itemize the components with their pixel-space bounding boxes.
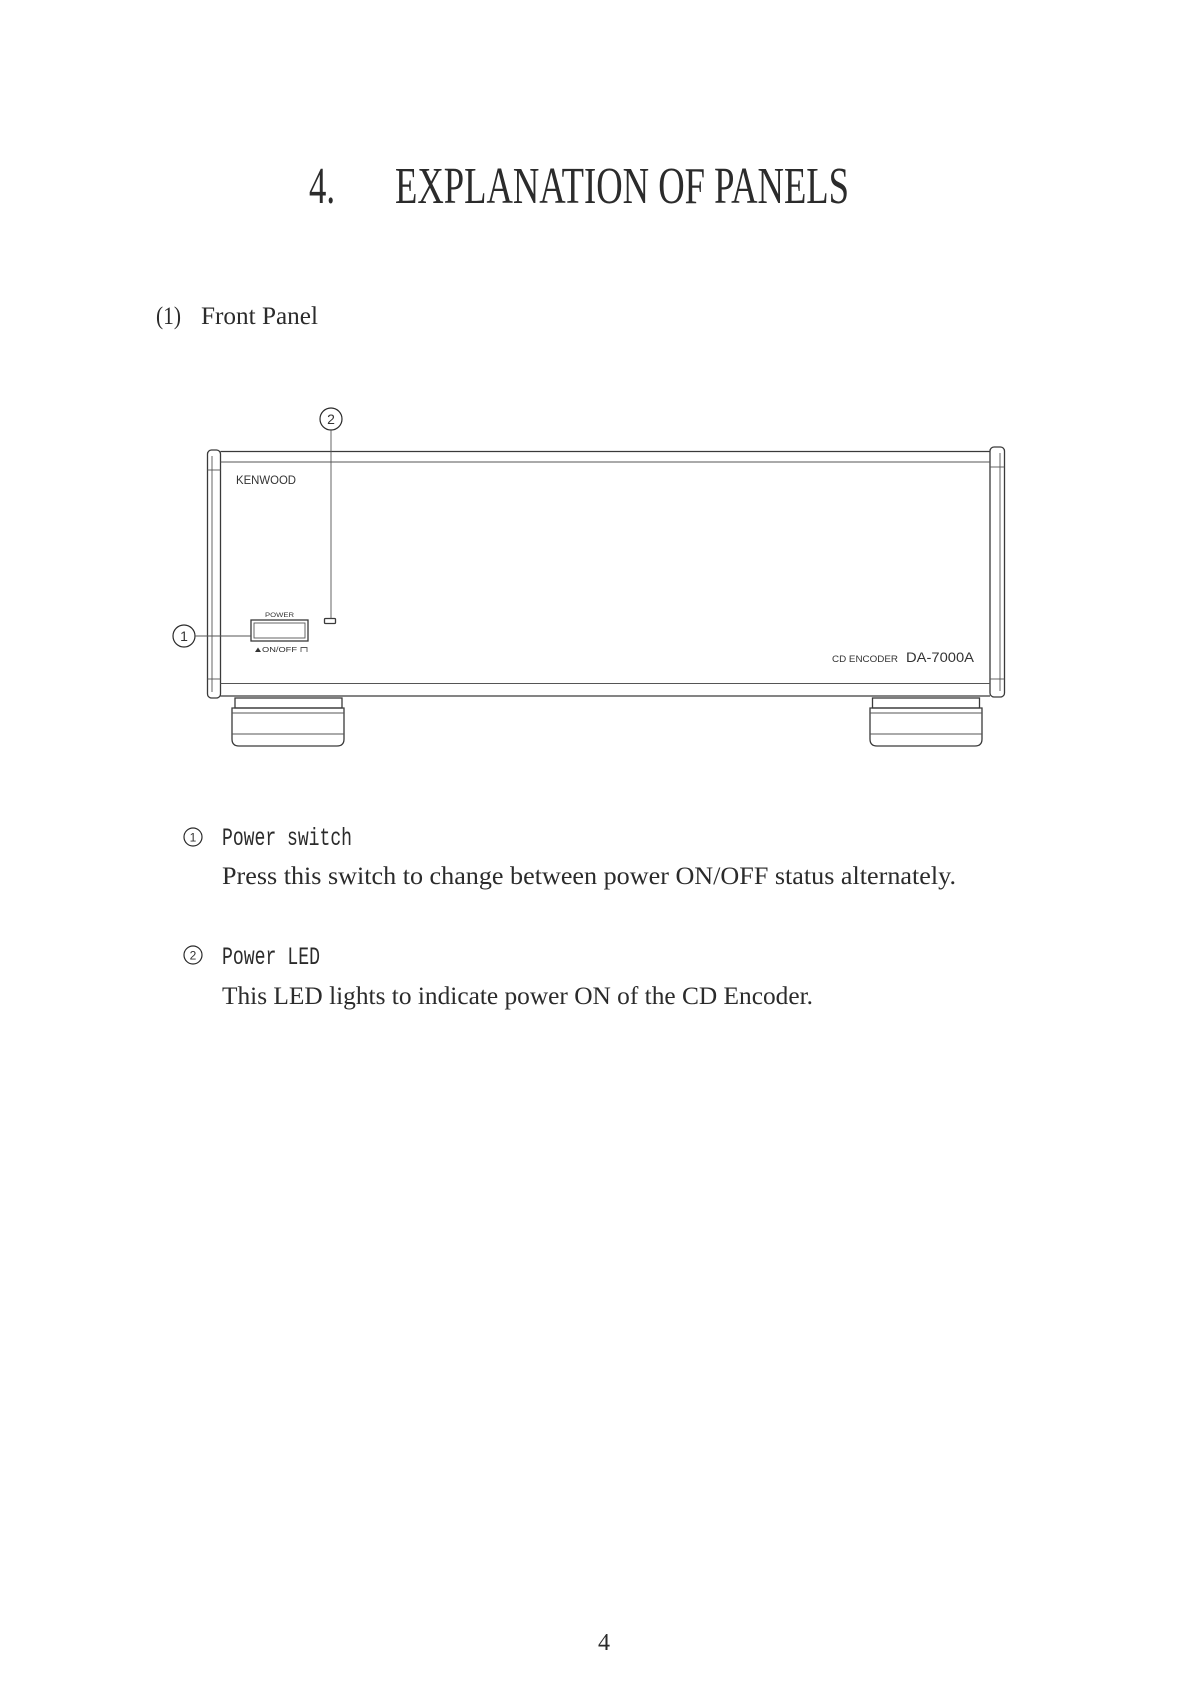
- subsection-title: Front Panel: [201, 303, 319, 330]
- model-number: DA-7000A: [906, 650, 974, 665]
- callout-1-number: 1: [180, 628, 188, 644]
- item-2-title: Power LED: [222, 943, 320, 972]
- item-1-description: Press this switch to change between power ON/OFF status alternately.: [222, 863, 956, 890]
- brand-logo: KENWOOD: [236, 473, 297, 487]
- switch-label: ON/OFF: [262, 647, 297, 654]
- section-heading: [309, 158, 849, 215]
- right-end-cap: [990, 447, 1005, 697]
- push-on-icon: [255, 648, 261, 653]
- list-item: [184, 943, 813, 1010]
- right-foot-body: [870, 708, 982, 746]
- item-2-description: This LED lights to indicate power ON of the CD Encoder.: [222, 983, 813, 1010]
- right-foot-top-slab: [873, 698, 980, 708]
- callout-2-number: 2: [327, 411, 335, 427]
- left-end-cap: [208, 450, 221, 698]
- left-foot-top-slab: [235, 698, 342, 708]
- power-button-inner: [254, 623, 305, 638]
- power-switch: [251, 612, 308, 654]
- subsection-number: (1): [156, 303, 181, 330]
- subsection-heading: [156, 303, 318, 330]
- list-item: [184, 824, 956, 890]
- right-foot: [870, 698, 982, 746]
- section-number: 4.: [309, 158, 335, 215]
- page-number: 4: [598, 1630, 610, 1656]
- left-foot-body: [232, 708, 344, 746]
- item-1-marker-number: 1: [189, 830, 197, 845]
- front-panel-diagram: [173, 408, 1005, 746]
- power-label: POWER: [265, 612, 295, 619]
- item-2-marker-number: 2: [189, 948, 197, 963]
- model-category: CD ENCODER: [832, 654, 899, 664]
- item-1-title: Power switch: [222, 824, 352, 853]
- callout-2: [320, 408, 342, 619]
- power-led: [325, 619, 336, 624]
- page-title: EXPLANATION OF PANELS: [395, 158, 849, 215]
- left-foot: [232, 698, 344, 746]
- push-off-icon: [301, 648, 307, 653]
